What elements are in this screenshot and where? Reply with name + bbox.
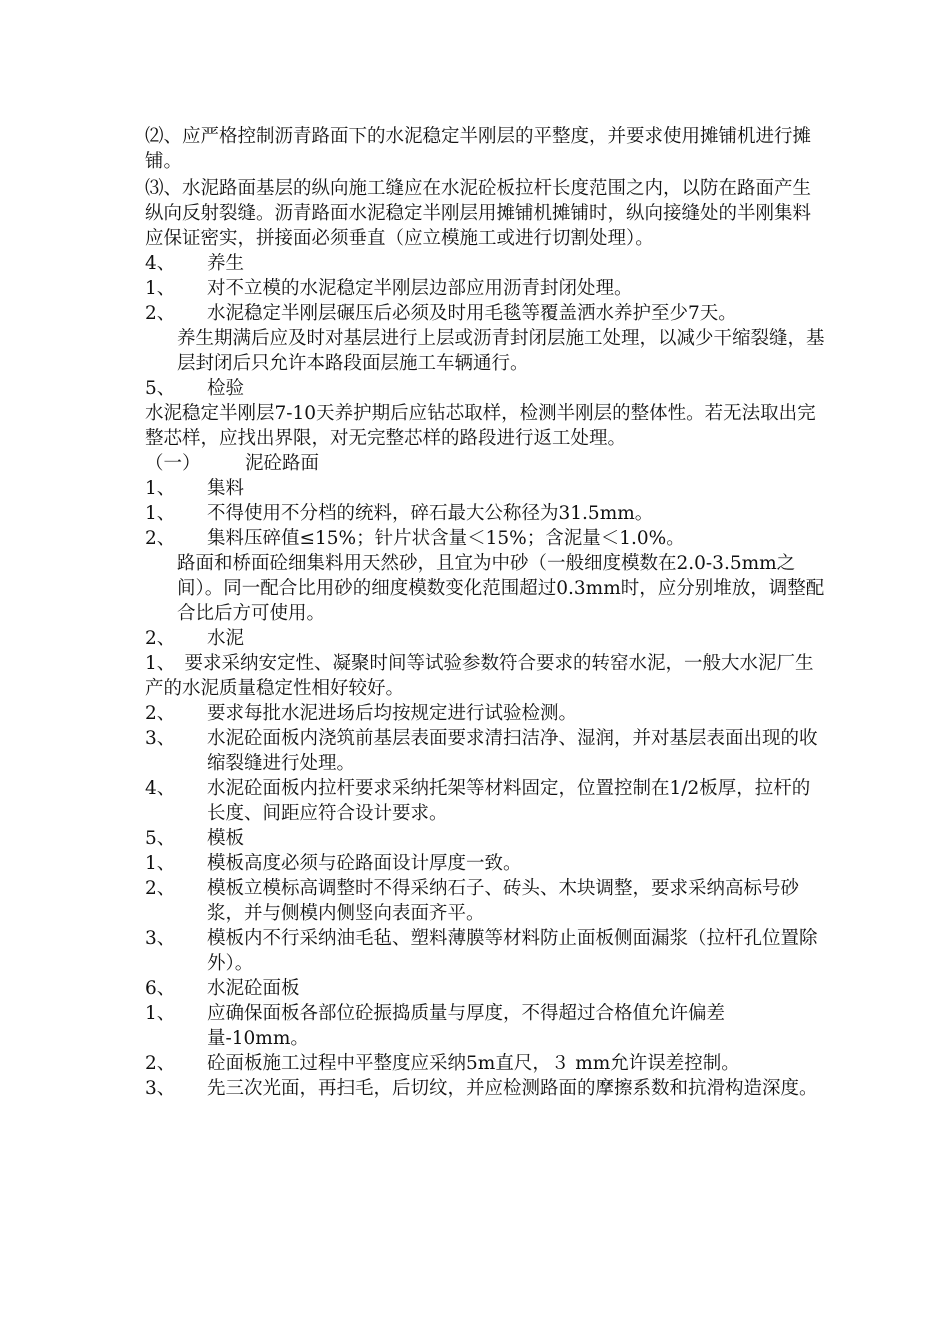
list-item <box>145 501 825 526</box>
item-text: 集料压碎值≤15%；针片状含量＜15%；含泥量＜1.0%。 <box>207 528 685 549</box>
item-text: 应确保面板各部位砼振捣质量与厚度，不得超过合格值允许偏差量-10mm。 <box>207 1003 726 1049</box>
item-number: 1、 <box>145 1003 176 1024</box>
heading-text: 水泥 <box>207 628 245 649</box>
item-text: 不得使用不分档的统料，碎石最大公称径为31.5mm。 <box>207 503 654 524</box>
heading-cement <box>145 626 825 651</box>
item-text: 模板立模标高调整时不得采纳石子、砖头、木块调整，要求采纳高标号砂浆，并与侧模内侧竖向表面齐平。 <box>207 878 800 924</box>
list-item <box>145 776 825 826</box>
item-text: 要求每批水泥进场后均按规定进行试验检测。 <box>207 703 578 724</box>
item-number: 1、 <box>145 503 176 524</box>
heading-number: 4、 <box>145 253 176 274</box>
list-item-text: 路面和桥面砼细集料用天然砂，且宜为中砂（一般细度模数在2.0-3.5mm之间）。同一配合比用砂的细度模数变化范围超过0.3mm时，应分别堆放，调整配合比后方可使用。 <box>177 553 825 624</box>
section-title: 泥砼路面 <box>245 453 320 474</box>
item-text: 模板高度必须与砼路面设计厚度一致。 <box>207 853 522 874</box>
heading-number: 5、 <box>145 828 176 849</box>
item-number: 1、 <box>145 853 176 874</box>
item-text: 先三次光面，再扫毛，后切纹，并应检测路面的摩擦系数和抗滑构造深度。 <box>207 1078 818 1099</box>
heading-number: 5、 <box>145 378 176 399</box>
list-item <box>145 1051 825 1076</box>
heading-text: 集料 <box>207 478 245 499</box>
heading-text: 检验 <box>207 378 245 399</box>
item-text: 模板内不行采纳油毛毡、塑料薄膜等材料防止面板侧面漏浆（拉杆孔位置除外）。 <box>207 928 818 974</box>
heading-aggregate <box>145 476 825 501</box>
item-number: 3、 <box>145 1078 176 1099</box>
item-number: 2、 <box>145 528 176 549</box>
paragraph-inspection: 水泥稳定半刚层7-10天养护期后应钻芯取样，检测半刚层的整体性。若无法取出完整芯样，应找出界限，对无完整芯样的路段进行返工处理。 <box>145 403 816 449</box>
heading-text: 养生 <box>207 253 245 274</box>
list-item-text: 1、 要求采纳安定性、凝聚时间等试验参数符合要求的转窑水泥，一般大水泥厂生产的水泥质量稳定性相好较好。 <box>145 653 814 699</box>
document-page <box>145 124 825 1101</box>
list-item <box>145 276 825 301</box>
heading-cement-slab <box>145 976 825 1001</box>
item-number: 3、 <box>145 928 176 949</box>
item-text: 水泥砼面板内浇筑前基层表面要求清扫洁净、湿润，并对基层表面出现的收缩裂缝进行处理。 <box>207 728 818 774</box>
item-number: 4、 <box>145 778 176 799</box>
heading-number: 6、 <box>145 978 176 999</box>
item-number: 2、 <box>145 1053 176 1074</box>
list-item <box>145 1076 825 1101</box>
heading-number: 2、 <box>145 628 176 649</box>
item-number: 3、 <box>145 728 176 749</box>
heading-curing <box>145 251 825 276</box>
list-item <box>145 301 825 326</box>
heading-formwork <box>145 826 825 851</box>
item-number: 2、 <box>145 878 176 899</box>
list-item <box>145 851 825 876</box>
list-item <box>145 926 825 976</box>
heading-number: 1、 <box>145 478 176 499</box>
heading-text: 模板 <box>207 828 245 849</box>
item-number: 2、 <box>145 703 176 724</box>
list-item <box>145 526 825 551</box>
list-item <box>145 1001 825 1051</box>
item-number: 2、 <box>145 303 176 324</box>
item-number: 1、 <box>145 278 176 299</box>
item-text: 对不立模的水泥稳定半刚层边部应用沥青封闭处理。 <box>207 278 633 299</box>
section-number: （一） <box>145 453 201 474</box>
list-item-text: 养生期满后应及时对基层进行上层或沥青封闭层施工处理，以减少干缩裂缝，基层封闭后只允许本路段面层施工车辆通行。 <box>177 328 825 374</box>
section-heading <box>145 451 825 476</box>
heading-text: 水泥砼面板 <box>207 978 300 999</box>
list-item <box>145 876 825 926</box>
item-text: 砼面板施工过程中平整度应采纳5m直尺，３ mm允许误差控制。 <box>207 1053 740 1074</box>
item-text: 水泥砼面板内拉杆要求采纳托架等材料固定，位置控制在1/2板厚，拉杆的长度、间距应符合设计要求。 <box>207 778 811 824</box>
heading-inspection <box>145 376 825 401</box>
list-item <box>145 701 825 726</box>
item-text: 水泥稳定半刚层碾压后必须及时用毛毯等覆盖洒水养护至少7天。 <box>207 303 737 324</box>
paragraph-2: ⑵、应严格控制沥青路面下的水泥稳定半刚层的平整度，并要求使用摊铺机进行摊铺。 <box>145 126 812 172</box>
paragraph-3: ⑶、水泥路面基层的纵向施工缝应在水泥砼板拉杆长度范围之内，以防在路面产生纵向反射裂缝。沥青路面水泥稳定半刚层用摊铺机摊铺时，纵向接缝处的半刚集料应保证密实，拼接面必须垂直（应立模施工或进行切割处理）。 <box>145 178 812 249</box>
list-item <box>145 726 825 776</box>
